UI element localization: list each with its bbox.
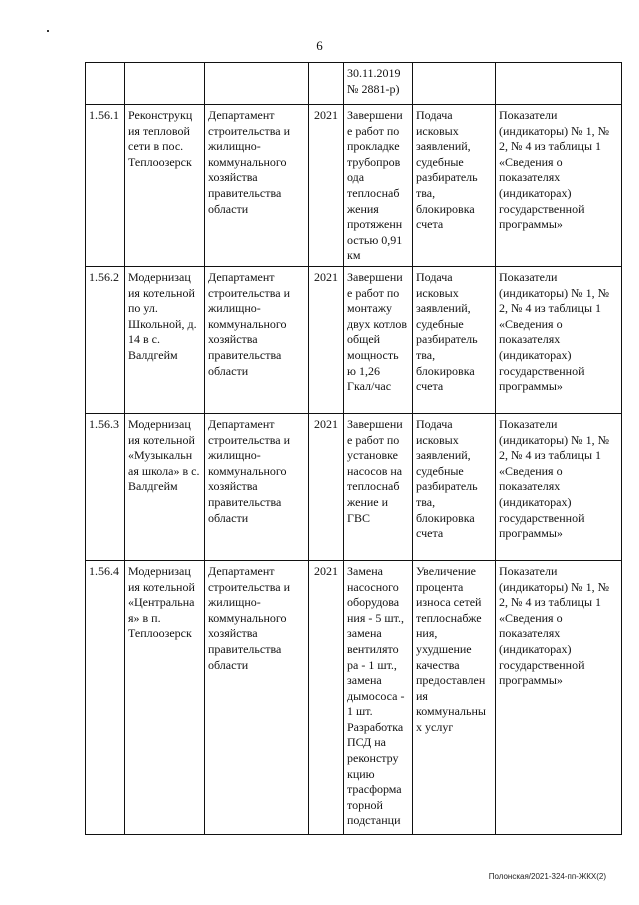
cell-executor: Департамент строительства и жилищно-коммунального хозяйства правительства области — [205, 413, 309, 560]
table-row — [86, 266, 622, 413]
cell-executor — [205, 63, 309, 105]
cell-consequences: Подача исковых заявлений, судебные разбиратель тва, блокировка счета — [413, 105, 496, 267]
table-row — [86, 105, 622, 267]
cell-result — [344, 63, 413, 105]
cell-indicators — [496, 63, 622, 105]
cell-year — [309, 63, 344, 105]
table-row-continuation — [86, 63, 622, 105]
measures-table — [85, 62, 622, 835]
cell-num: 1.56.3 — [86, 413, 125, 560]
cell-year: 2021 — [309, 105, 344, 267]
cell-num — [86, 63, 125, 105]
cell-year: 2021 — [309, 413, 344, 560]
cell-num: 1.56.1 — [86, 105, 125, 267]
cell-result: Завершени е работ по установке насосов на теплоснаб жение и ГВС — [344, 413, 413, 560]
cell-name: Модернизац ия котельной по ул. Школьной, д. 14 в с. Валдгейм — [125, 266, 205, 413]
cell-year: 2021 — [309, 560, 344, 834]
cell-num: 1.56.2 — [86, 266, 125, 413]
cell-indicators: Показатели (индикаторы) № 1, № 2, № 4 из таблицы 1 «Сведения о показателях (индикаторах) государственной программы» — [496, 413, 622, 560]
cell-indicators: Показатели (индикаторы) № 1, № 2, № 4 из таблицы 1 «Сведения о показателях (индикаторах) государственной программы» — [496, 105, 622, 267]
document-footer-code: Полонская/2021-324-пп-ЖКХ(2) — [488, 872, 606, 881]
cell-name: Реконструкц ия тепловой сети в пос. Теплоозерск — [125, 105, 205, 267]
page-number: 6 — [316, 38, 323, 53]
cell-indicators: Показатели (индикаторы) № 1, № 2, № 4 из таблицы 1 «Сведения о показателях (индикаторах) государственной программы» — [496, 560, 622, 834]
cell-name: Модернизац ия котельной «Центральна я» в п. Теплоозерск — [125, 560, 205, 834]
cell-result: Завершени е работ по прокладке трубопров ода теплоснаб жения протяженн остью 0,91 км — [344, 105, 413, 267]
cell-consequences — [413, 63, 496, 105]
continuation-date-line-1: 30.11.2019 — [347, 66, 401, 80]
cell-executor: Департамент строительства и жилищно-коммунального хозяйства правительства области — [205, 105, 309, 267]
cell-executor: Департамент строительства и жилищно-коммунального хозяйства правительства области — [205, 266, 309, 413]
cell-consequences: Подача исковых заявлений, судебные разбиратель тва, блокировка счета — [413, 266, 496, 413]
table-row — [86, 560, 622, 834]
cell-result: Завершени е работ по монтажу двух котлов общей мощность ю 1,26 Гкал/час — [344, 266, 413, 413]
cell-num: 1.56.4 — [86, 560, 125, 834]
cell-year: 2021 — [309, 266, 344, 413]
cell-consequences: Увеличение процента износа сетей теплоснабже ния, ухудшение качества предоставлен ия коммунальны х услуг — [413, 560, 496, 834]
continuation-date-line-2: № 2881-р) — [347, 81, 400, 96]
cell-name: Модернизац ия котельной «Музыкальн ая школа» в с. Валдгейм — [125, 413, 205, 560]
cell-indicators: Показатели (индикаторы) № 1, № 2, № 4 из таблицы 1 «Сведения о показателях (индикаторах) государственной программы» — [496, 266, 622, 413]
cell-consequences: Подача исковых заявлений, судебные разбиратель тва, блокировка счета — [413, 413, 496, 560]
cell-name — [125, 63, 205, 105]
cell-executor: Департамент строительства и жилищно-коммунального хозяйства правительства области — [205, 560, 309, 834]
table-row — [86, 413, 622, 560]
cell-result: Замена насосного оборудова ния - 5 шт., замена вентилято ра - 1 шт., замена дымососа - 1 шт. Разработка ПСД на реконстру кцию трасформа торной подстанци — [344, 560, 413, 834]
scan-speck — [47, 30, 49, 32]
